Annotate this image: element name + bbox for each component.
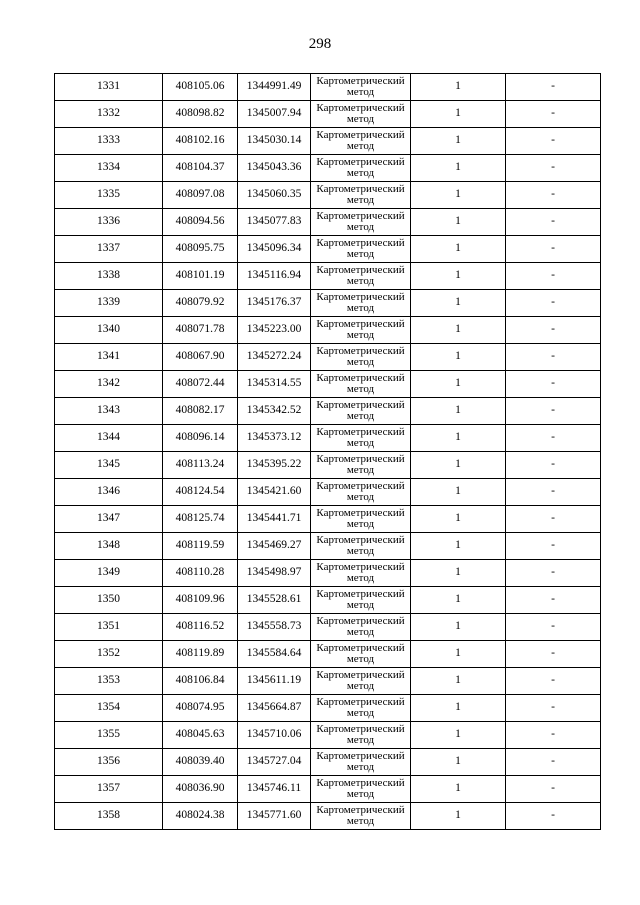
method-cell xyxy=(311,290,411,317)
point-number-cell: 1352 xyxy=(55,641,163,668)
x-coordinate-cell: 408072.44 xyxy=(163,371,238,398)
point-number-cell: 1340 xyxy=(55,317,163,344)
y-coordinate-cell: 1345746.11 xyxy=(238,776,311,803)
method-line-1: Картометрический xyxy=(316,804,405,816)
note-cell: - xyxy=(506,803,601,830)
y-coordinate-cell: 1345710.06 xyxy=(238,722,311,749)
accuracy-cell: 1 xyxy=(411,128,506,155)
page-number: 298 xyxy=(308,36,332,52)
table-row xyxy=(55,290,601,317)
method-line-1: Картометрический xyxy=(316,264,405,276)
method-line-2: метод xyxy=(346,221,375,233)
method-line-1: Картометрический xyxy=(316,669,405,681)
note-cell: - xyxy=(506,209,601,236)
y-coordinate-cell: 1345395.22 xyxy=(238,452,311,479)
accuracy-cell: 1 xyxy=(411,317,506,344)
y-coordinate-cell: 1345096.34 xyxy=(238,236,311,263)
accuracy-cell: 1 xyxy=(411,668,506,695)
note-cell: - xyxy=(506,452,601,479)
point-number-cell: 1342 xyxy=(55,371,163,398)
note-cell: - xyxy=(506,317,601,344)
method-line-2: метод xyxy=(346,275,375,287)
method-cell xyxy=(311,749,411,776)
x-coordinate-cell: 408116.52 xyxy=(163,614,238,641)
accuracy-cell: 1 xyxy=(411,209,506,236)
accuracy-cell: 1 xyxy=(411,398,506,425)
method-cell xyxy=(311,101,411,128)
method-cell xyxy=(311,425,411,452)
table-row xyxy=(55,74,601,101)
method-line-2: метод xyxy=(346,437,375,449)
method-cell xyxy=(311,722,411,749)
method-line-1: Картометрический xyxy=(316,588,405,600)
note-cell: - xyxy=(506,722,601,749)
method-cell xyxy=(311,479,411,506)
method-cell xyxy=(311,155,411,182)
table-row xyxy=(55,479,601,506)
point-number-cell: 1338 xyxy=(55,263,163,290)
method-line-2: метод xyxy=(346,248,375,260)
y-coordinate-cell: 1345272.24 xyxy=(238,344,311,371)
method-line-1: Картометрический xyxy=(316,183,405,195)
accuracy-cell: 1 xyxy=(411,803,506,830)
x-coordinate-cell: 408105.06 xyxy=(163,74,238,101)
table-row xyxy=(55,101,601,128)
method-line-1: Картометрический xyxy=(316,507,405,519)
accuracy-cell: 1 xyxy=(411,479,506,506)
accuracy-cell: 1 xyxy=(411,452,506,479)
note-cell: - xyxy=(506,668,601,695)
method-line-2: метод xyxy=(346,410,375,422)
method-line-1: Картометрический xyxy=(316,318,405,330)
table-row xyxy=(55,803,601,830)
note-cell: - xyxy=(506,371,601,398)
note-cell: - xyxy=(506,749,601,776)
y-coordinate-cell: 1345030.14 xyxy=(238,128,311,155)
accuracy-cell: 1 xyxy=(411,236,506,263)
method-cell xyxy=(311,236,411,263)
point-number-cell: 1357 xyxy=(55,776,163,803)
table-row xyxy=(55,560,601,587)
x-coordinate-cell: 408113.24 xyxy=(163,452,238,479)
y-coordinate-cell: 1345611.19 xyxy=(238,668,311,695)
table-row xyxy=(55,695,601,722)
x-coordinate-cell: 408067.90 xyxy=(163,344,238,371)
x-coordinate-cell: 408036.90 xyxy=(163,776,238,803)
point-number-cell: 1347 xyxy=(55,506,163,533)
table-row xyxy=(55,587,601,614)
x-coordinate-cell: 408102.16 xyxy=(163,128,238,155)
method-line-1: Картометрический xyxy=(316,210,405,222)
point-number-cell: 1335 xyxy=(55,182,163,209)
note-cell: - xyxy=(506,479,601,506)
method-line-2: метод xyxy=(346,761,375,773)
method-cell xyxy=(311,641,411,668)
method-line-2: метод xyxy=(346,680,375,692)
table-row xyxy=(55,776,601,803)
method-line-1: Картометрический xyxy=(316,777,405,789)
method-cell xyxy=(311,614,411,641)
point-number-cell: 1337 xyxy=(55,236,163,263)
coordinates-table-body xyxy=(55,74,601,830)
y-coordinate-cell: 1345342.52 xyxy=(238,398,311,425)
note-cell: - xyxy=(506,695,601,722)
method-cell xyxy=(311,587,411,614)
method-line-1: Картометрический xyxy=(316,372,405,384)
method-line-1: Картометрический xyxy=(316,156,405,168)
x-coordinate-cell: 408024.38 xyxy=(163,803,238,830)
y-coordinate-cell: 1345077.83 xyxy=(238,209,311,236)
coordinates-table xyxy=(54,73,601,830)
x-coordinate-cell: 408082.17 xyxy=(163,398,238,425)
x-coordinate-cell: 408119.89 xyxy=(163,641,238,668)
method-line-2: метод xyxy=(346,194,375,206)
x-coordinate-cell: 408101.19 xyxy=(163,263,238,290)
note-cell: - xyxy=(506,263,601,290)
note-cell: - xyxy=(506,128,601,155)
method-line-2: метод xyxy=(346,788,375,800)
method-line-2: метод xyxy=(346,626,375,638)
point-number-cell: 1343 xyxy=(55,398,163,425)
accuracy-cell: 1 xyxy=(411,749,506,776)
accuracy-cell: 1 xyxy=(411,371,506,398)
method-line-2: метод xyxy=(346,329,375,341)
point-number-cell: 1331 xyxy=(55,74,163,101)
accuracy-cell: 1 xyxy=(411,695,506,722)
table-row xyxy=(55,425,601,452)
y-coordinate-cell: 1345314.55 xyxy=(238,371,311,398)
method-line-2: метод xyxy=(346,302,375,314)
table-row xyxy=(55,398,601,425)
table-row xyxy=(55,128,601,155)
accuracy-cell: 1 xyxy=(411,290,506,317)
method-cell xyxy=(311,533,411,560)
x-coordinate-cell: 408124.54 xyxy=(163,479,238,506)
accuracy-cell: 1 xyxy=(411,425,506,452)
accuracy-cell: 1 xyxy=(411,182,506,209)
table-row xyxy=(55,263,601,290)
y-coordinate-cell: 1345223.00 xyxy=(238,317,311,344)
table-row xyxy=(55,344,601,371)
accuracy-cell: 1 xyxy=(411,722,506,749)
x-coordinate-cell: 408095.75 xyxy=(163,236,238,263)
x-coordinate-cell: 408119.59 xyxy=(163,533,238,560)
x-coordinate-cell: 408097.08 xyxy=(163,182,238,209)
method-line-1: Картометрический xyxy=(316,399,405,411)
y-coordinate-cell: 1345043.36 xyxy=(238,155,311,182)
method-cell xyxy=(311,506,411,533)
method-line-2: метод xyxy=(346,383,375,395)
y-coordinate-cell: 1345771.60 xyxy=(238,803,311,830)
note-cell: - xyxy=(506,587,601,614)
method-line-2: метод xyxy=(346,653,375,665)
method-cell xyxy=(311,776,411,803)
method-cell xyxy=(311,695,411,722)
y-coordinate-cell: 1344991.49 xyxy=(238,74,311,101)
table-row xyxy=(55,371,601,398)
method-line-2: метод xyxy=(346,518,375,530)
point-number-cell: 1358 xyxy=(55,803,163,830)
y-coordinate-cell: 1345528.61 xyxy=(238,587,311,614)
note-cell: - xyxy=(506,776,601,803)
point-number-cell: 1336 xyxy=(55,209,163,236)
table-row xyxy=(55,614,601,641)
method-cell xyxy=(311,452,411,479)
method-line-2: метод xyxy=(346,545,375,557)
y-coordinate-cell: 1345498.97 xyxy=(238,560,311,587)
note-cell: - xyxy=(506,641,601,668)
point-number-cell: 1332 xyxy=(55,101,163,128)
accuracy-cell: 1 xyxy=(411,74,506,101)
accuracy-cell: 1 xyxy=(411,263,506,290)
point-number-cell: 1354 xyxy=(55,695,163,722)
method-line-1: Картометрический xyxy=(316,129,405,141)
note-cell: - xyxy=(506,425,601,452)
y-coordinate-cell: 1345584.64 xyxy=(238,641,311,668)
point-number-cell: 1333 xyxy=(55,128,163,155)
x-coordinate-cell: 408125.74 xyxy=(163,506,238,533)
method-cell xyxy=(311,398,411,425)
y-coordinate-cell: 1345373.12 xyxy=(238,425,311,452)
table-row xyxy=(55,722,601,749)
point-number-cell: 1339 xyxy=(55,290,163,317)
y-coordinate-cell: 1345558.73 xyxy=(238,614,311,641)
note-cell: - xyxy=(506,290,601,317)
y-coordinate-cell: 1345007.94 xyxy=(238,101,311,128)
method-line-1: Картометрический xyxy=(316,102,405,114)
note-cell: - xyxy=(506,533,601,560)
method-line-2: метод xyxy=(346,140,375,152)
y-coordinate-cell: 1345421.60 xyxy=(238,479,311,506)
point-number-cell: 1348 xyxy=(55,533,163,560)
method-line-2: метод xyxy=(346,734,375,746)
point-number-cell: 1349 xyxy=(55,560,163,587)
method-line-1: Картометрический xyxy=(316,750,405,762)
x-coordinate-cell: 408109.96 xyxy=(163,587,238,614)
method-cell xyxy=(311,344,411,371)
table-row xyxy=(55,533,601,560)
point-number-cell: 1353 xyxy=(55,668,163,695)
method-line-1: Картометрический xyxy=(316,426,405,438)
method-cell xyxy=(311,668,411,695)
method-line-2: метод xyxy=(346,464,375,476)
y-coordinate-cell: 1345727.04 xyxy=(238,749,311,776)
point-number-cell: 1334 xyxy=(55,155,163,182)
table-row xyxy=(55,452,601,479)
method-line-1: Картометрический xyxy=(316,237,405,249)
table-row xyxy=(55,668,601,695)
method-line-1: Картометрический xyxy=(316,615,405,627)
x-coordinate-cell: 408045.63 xyxy=(163,722,238,749)
method-cell xyxy=(311,128,411,155)
method-line-1: Картометрический xyxy=(316,696,405,708)
method-line-2: метод xyxy=(346,599,375,611)
accuracy-cell: 1 xyxy=(411,614,506,641)
table-row xyxy=(55,506,601,533)
method-cell xyxy=(311,560,411,587)
accuracy-cell: 1 xyxy=(411,776,506,803)
x-coordinate-cell: 408039.40 xyxy=(163,749,238,776)
method-line-1: Картометрический xyxy=(316,453,405,465)
note-cell: - xyxy=(506,506,601,533)
point-number-cell: 1350 xyxy=(55,587,163,614)
method-line-2: метод xyxy=(346,572,375,584)
note-cell: - xyxy=(506,614,601,641)
method-line-1: Картометрический xyxy=(316,642,405,654)
method-line-1: Картометрический xyxy=(316,480,405,492)
note-cell: - xyxy=(506,236,601,263)
method-line-1: Картометрический xyxy=(316,75,405,87)
method-line-2: метод xyxy=(346,113,375,125)
x-coordinate-cell: 408104.37 xyxy=(163,155,238,182)
x-coordinate-cell: 408094.56 xyxy=(163,209,238,236)
method-line-2: метод xyxy=(346,86,375,98)
y-coordinate-cell: 1345116.94 xyxy=(238,263,311,290)
note-cell: - xyxy=(506,182,601,209)
method-line-1: Картометрический xyxy=(316,291,405,303)
accuracy-cell: 1 xyxy=(411,155,506,182)
method-cell xyxy=(311,182,411,209)
table-row xyxy=(55,182,601,209)
method-line-2: метод xyxy=(346,356,375,368)
method-line-1: Картометрический xyxy=(316,345,405,357)
accuracy-cell: 1 xyxy=(411,101,506,128)
method-line-2: метод xyxy=(346,815,375,827)
accuracy-cell: 1 xyxy=(411,587,506,614)
note-cell: - xyxy=(506,155,601,182)
point-number-cell: 1344 xyxy=(55,425,163,452)
note-cell: - xyxy=(506,101,601,128)
method-cell xyxy=(311,263,411,290)
note-cell: - xyxy=(506,74,601,101)
method-cell xyxy=(311,209,411,236)
x-coordinate-cell: 408110.28 xyxy=(163,560,238,587)
method-line-1: Картометрический xyxy=(316,723,405,735)
x-coordinate-cell: 408074.95 xyxy=(163,695,238,722)
table-row xyxy=(55,155,601,182)
table-row xyxy=(55,641,601,668)
table-row xyxy=(55,209,601,236)
accuracy-cell: 1 xyxy=(411,641,506,668)
method-cell xyxy=(311,74,411,101)
x-coordinate-cell: 408106.84 xyxy=(163,668,238,695)
method-line-1: Картометрический xyxy=(316,561,405,573)
method-cell xyxy=(311,317,411,344)
method-cell xyxy=(311,803,411,830)
x-coordinate-cell: 408098.82 xyxy=(163,101,238,128)
method-line-1: Картометрический xyxy=(316,534,405,546)
method-line-2: метод xyxy=(346,167,375,179)
method-line-2: метод xyxy=(346,707,375,719)
y-coordinate-cell: 1345664.87 xyxy=(238,695,311,722)
point-number-cell: 1346 xyxy=(55,479,163,506)
accuracy-cell: 1 xyxy=(411,344,506,371)
method-cell xyxy=(311,371,411,398)
point-number-cell: 1355 xyxy=(55,722,163,749)
accuracy-cell: 1 xyxy=(411,506,506,533)
accuracy-cell: 1 xyxy=(411,560,506,587)
point-number-cell: 1345 xyxy=(55,452,163,479)
note-cell: - xyxy=(506,560,601,587)
table-row xyxy=(55,749,601,776)
y-coordinate-cell: 1345176.37 xyxy=(238,290,311,317)
point-number-cell: 1341 xyxy=(55,344,163,371)
x-coordinate-cell: 408079.92 xyxy=(163,290,238,317)
point-number-cell: 1351 xyxy=(55,614,163,641)
x-coordinate-cell: 408096.14 xyxy=(163,425,238,452)
note-cell: - xyxy=(506,398,601,425)
y-coordinate-cell: 1345441.71 xyxy=(238,506,311,533)
note-cell: - xyxy=(506,344,601,371)
x-coordinate-cell: 408071.78 xyxy=(163,317,238,344)
table-row xyxy=(55,317,601,344)
point-number-cell: 1356 xyxy=(55,749,163,776)
table-row xyxy=(55,236,601,263)
y-coordinate-cell: 1345469.27 xyxy=(238,533,311,560)
accuracy-cell: 1 xyxy=(411,533,506,560)
method-line-2: метод xyxy=(346,491,375,503)
y-coordinate-cell: 1345060.35 xyxy=(238,182,311,209)
